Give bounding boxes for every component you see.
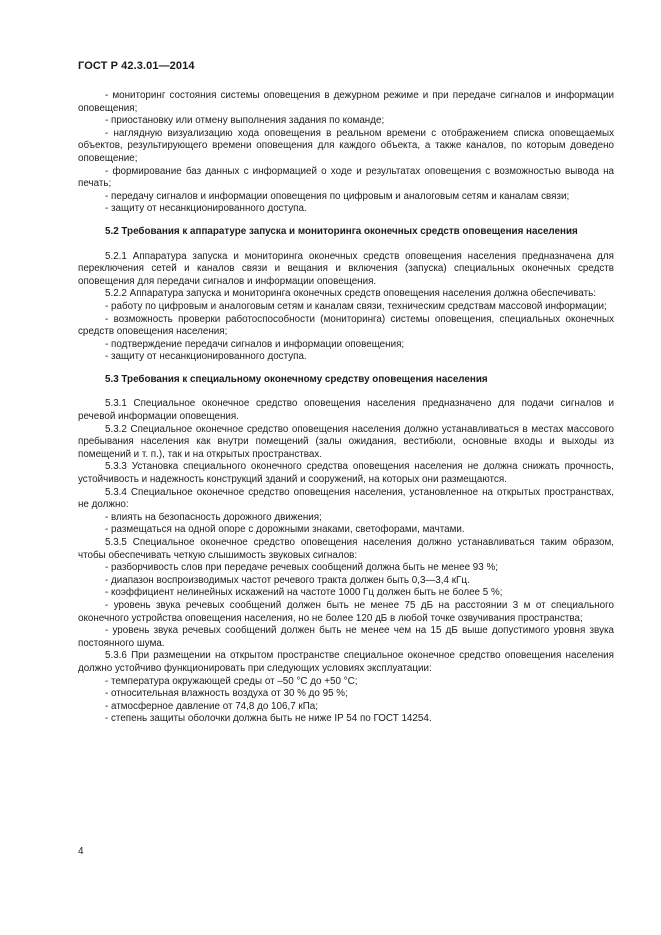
list-item: - приостановку или отмену выполнения задания по команде; <box>105 115 385 127</box>
paragraph: 5.2.1 Аппаратура запуска и мониторинга оконечных средств оповещения населения предназначена для переключения сетей и каналов связи и вещания и включения (запуска) специальных оконечных средств оповещения для передачи сигналов и информации оповещения. <box>78 250 614 287</box>
list-item: - разборчивость слов при передаче речевых сообщений должна быть не менее 93 %; <box>105 562 498 574</box>
list-item: - степень защиты оболочки должна быть не ниже IP 54 по ГОСТ 14254. <box>105 713 432 725</box>
paragraph: 5.3.1 Специальное оконечное средство оповещения населения предназначено для подачи сигналов и речевой информации оповещения. <box>78 398 614 423</box>
list-item: - мониторинг состояния системы оповещения в дежурном режиме и при передаче сигналов и информации оповещения; <box>78 90 614 114</box>
list-item: - температура окружающей среды от –50 °С до +50 °С; <box>105 675 358 687</box>
section-5-2 <box>78 251 614 364</box>
list-item: - коэффициент нелинейных искажений на частоте 1000 Гц должен быть не более 5 %; <box>105 587 503 599</box>
list-item: - наглядную визуализацию хода оповещения в реальном времени с отображением списка оповещаемых объектов, результирующего времени оповещения для каждого объекта, а также каналов, по которым доведено оповещение; <box>78 127 614 164</box>
section-heading-5-2: 5.2 Требования к аппаратуре запуска и мониторинга оконечных средств оповещения населения <box>105 225 578 237</box>
document-header: ГОСТ Р 42.3.01—2014 <box>78 60 195 72</box>
list-item: - защиту от несанкционированного доступа. <box>105 351 307 363</box>
paragraph: 5.3.2 Специальное оконечное средство оповещения населения должно устанавливаться в местах массового пребывания населения как внутри помещений (залы ожидания, вестибюли, основные входы и выходы из помещений и т. п.), так и на открытых пространствах. <box>78 423 614 460</box>
list-item: - уровень звука речевых сообщений должен быть не менее 75 дБ на расстоянии 3 м от специального оконечного устройства оповещения населения, но не более 120 дБ в любой точке озвучивания пространства; <box>78 599 614 624</box>
list-item: - подтверждение передачи сигналов и информации оповещения; <box>105 338 405 350</box>
list-item: - относительная влажность воздуха от 30 % до 95 %; <box>105 688 348 700</box>
paragraph: 5.3.6 При размещении на открытом пространстве специальное оконечное средство оповещения населения должно устойчиво функционировать при следующих условиях эксплуатации: <box>78 650 614 674</box>
list-item: - размещаться на одной опоре с дорожными знаками, светофорами, мачтами. <box>105 524 465 536</box>
list-item: - уровень звука речевых сообщений должен быть не менее чем на 15 дБ выше допустимого уровня звука постоянного шума. <box>78 625 614 649</box>
list-item: - формирование баз данных с информацией о ходе и результатах оповещения с возможностью вывода на печать; <box>78 165 614 190</box>
list-item: - работу по цифровым и аналоговым сетям и каналам связи, техническим средствам массовой информации; <box>105 300 607 312</box>
list-item: - атмосферное давление от 74,8 до 106,7 кПа; <box>105 700 319 712</box>
section-heading-5-3: 5.3 Требования к специальному оконечному средству оповещения населения <box>105 373 488 385</box>
section-5-3 <box>78 398 614 725</box>
list-item: - влиять на безопасность дорожного движения; <box>105 511 322 523</box>
paragraph: 5.3.5 Специальное оконечное средство оповещения населения должно устанавливаться таким образом, чтобы обеспечивать четкую слышимость звуковых сигналов: <box>78 537 614 561</box>
paragraph: 5.3.4 Специальное оконечное средство оповещения населения, установленное на открытых пространствах, не должно: <box>78 486 614 511</box>
list-item: - защиту от несанкционированного доступа. <box>105 203 307 215</box>
page-body <box>78 90 614 726</box>
list-item: - диапазон воспроизводимых частот речевого тракта должен быть 0,3—3,4 кГц. <box>105 574 470 586</box>
paragraph: 5.3.3 Установка специального оконечного средства оповещения населения не должна снижать прочность, устойчивость и надежность конструкций зданий и сооружений, на которых они размещаются. <box>78 461 614 486</box>
list-item: - передачу сигналов и информации оповещения по цифровым и аналоговым сетям и каналам связи; <box>105 190 570 202</box>
paragraph: 5.2.2 Аппаратура запуска и мониторинга оконечных средств оповещения населения должна обеспечивать: <box>105 288 597 300</box>
block-list <box>78 90 614 216</box>
list-item: - возможность проверки работоспособности (мониторинга) системы оповещения, специальных оконечных средств оповещения населения; <box>78 313 614 338</box>
page-number: 4 <box>78 846 84 857</box>
